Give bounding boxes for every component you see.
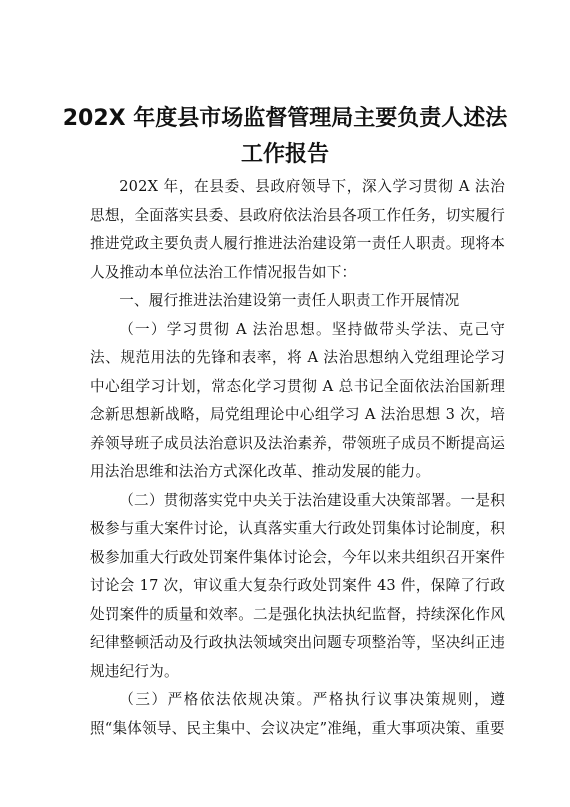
document-title-line-1: 202X 年度县市场监督管理局主要负责人述法 [62, 106, 508, 131]
intro-paragraph: 202X 年，在县委、县政府领导下，深入学习贯彻 A 法治思想，全面落实县委、县政府依法治县各项工作任务，切实履行推进党政主要负责人履行推进法治建设第一责任人职责。现将本人及推动本单位法治工作情况报告如下： [90, 178, 505, 281]
section-heading-1: 一、履行推进法治建设第一责任人职责工作开展情况 [119, 292, 460, 309]
document-title-line-2: 工作报告 [240, 142, 329, 167]
subsection-paragraph-1: （一）学习贯彻 A 法治思想。坚持做带头学法、克己守法、规范用法的先锋和表率，将 A 法治思想纳入党组理论学习中心组学习计划，常态化学习贯彻 A 总书记全面依法治国新理念新思想新战略，局党组理论中心组学习 A 法治思想 3 次，培养领导班子成员法治意识及法治素养，带领班子成员不断提高运用法治思维和法治方式深化改革、推动发展的能力。 [90, 320, 505, 480]
document-body [90, 173, 505, 743]
subsection-paragraph-3: （三）严格依法依规决策。严格执行议事决策规则，遵照“集体领导、民主集中、会议决定”准绳，重大事项决策、重要 [90, 691, 505, 737]
subsection-paragraph-2: （二）贯彻落实党中央关于法治建设重大决策部署。一是积极参与重大案件讨论，认真落实重大行政处罚集体讨论制度，积极参加重大行政处罚案件集体讨论会，今年以来共组织召开案件讨论会 17 次，审议重大复杂行政处罚案件 43 件，保障了行政处罚案件的质量和效率。二是强化执法执纪监督，持续深化作风纪律整顿活动及行政执法领域突出问题专项整治等，坚决纠正违规违纪行为。 [90, 491, 505, 680]
